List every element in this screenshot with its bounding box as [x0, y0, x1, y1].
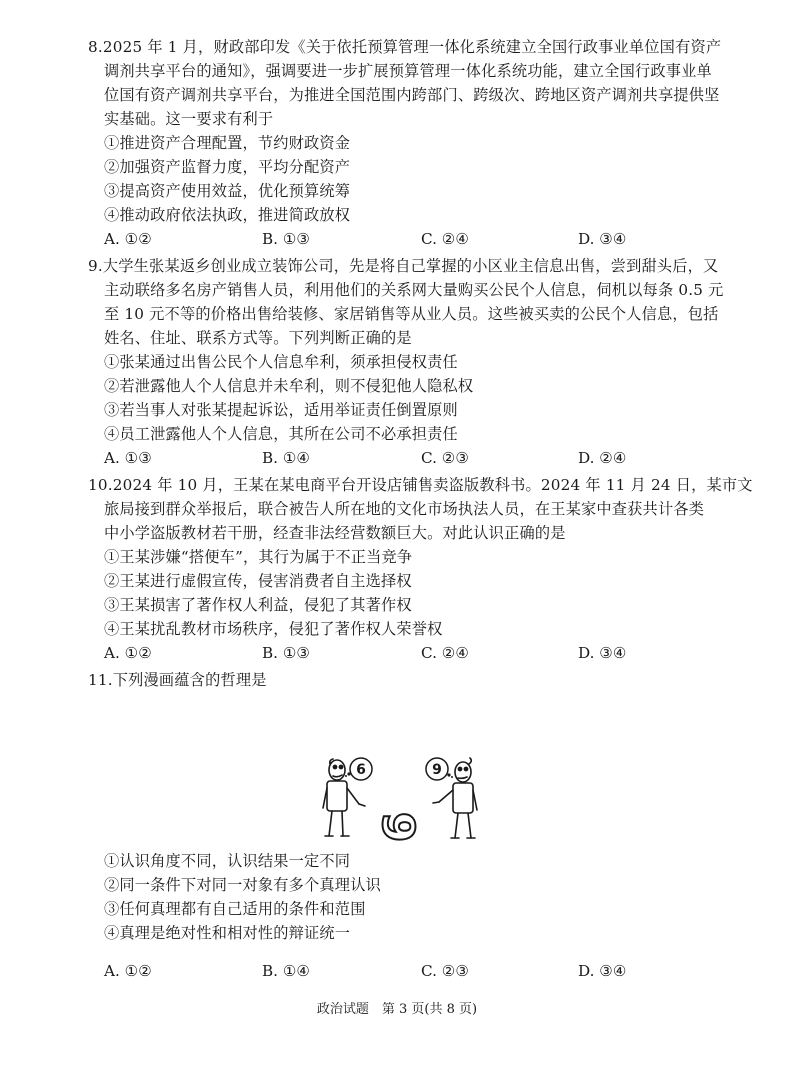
q10-option-d[interactable]: D. ③④ — [578, 644, 627, 662]
q11-options — [104, 960, 664, 982]
q10-statement-4: ④王某扰乱教材市场秩序，侵犯了著作权人荣誉权 — [104, 620, 443, 638]
q10-option-c[interactable]: C. ②④ — [421, 644, 469, 662]
q11-option-b[interactable]: B. ①④ — [262, 962, 311, 980]
q11-statement-4: ④真理是绝对性和相对性的辩证统一 — [104, 924, 351, 942]
q10-stem-line-2: 旅局接到群众举报后，联合被告人所在地的文化市场执法人员，在王某家中查获共计各类 — [104, 500, 705, 518]
q11-option-a[interactable]: A. ①② — [104, 962, 152, 980]
q9-statement-2: ②若泄露他人个人信息并未牟利，则不侵犯他人隐私权 — [104, 377, 474, 395]
q8-statement-1: ①推进资产合理配置，节约财政资金 — [104, 134, 351, 152]
q9-option-a[interactable]: A. ①③ — [104, 449, 152, 467]
q11-statement-3: ③任何真理都有自己适用的条件和范围 — [104, 900, 366, 918]
q10-options — [104, 642, 664, 664]
q8-stem-line-1: 8.2025 年 1 月，财政部印发《关于依托预算管理一体化系统建立全国行政事业单位国有资产 — [88, 38, 722, 56]
floor-digit — [375, 812, 426, 843]
q9-stem-line-4: 姓名、住址、联系方式等。下列判断正确的是 — [104, 329, 412, 347]
q10-statement-3: ③王某损害了著作权人利益，侵犯了其著作权 — [104, 596, 412, 614]
q8-stem-line-4: 实基础。这一要求有利于 — [104, 110, 274, 128]
cartoon-six-nine — [315, 752, 490, 847]
q8-option-a[interactable]: A. ①② — [104, 230, 152, 248]
q8-statement-3: ③提高资产使用效益，优化预算统筹 — [104, 182, 351, 200]
q9-option-d[interactable]: D. ②④ — [578, 449, 627, 467]
right-speech-bubble — [426, 758, 453, 780]
q8-stem-line-2: 调剂共享平台的通知》，强调要进一步扩展预算管理一体化系统功能，建立全国行政事业单 — [104, 62, 712, 80]
q10-stem-line-1: 10.2024 年 10 月，王某在某电商平台开设店铺售卖盗版教科书。2024 年 11 月 24 日，某市文 — [88, 476, 753, 494]
q9-statement-3: ③若当事人对张某提起诉讼，适用举证责任倒置原则 — [104, 401, 458, 419]
page-footer: 政治试题 第 3 页(共 8 页) — [316, 1002, 478, 1017]
q9-statement-1: ①张某通过出售公民个人信息牟利，须承担侵权责任 — [104, 353, 458, 371]
q9-option-b[interactable]: B. ①④ — [262, 449, 311, 467]
q9-stem-line-3: 至 10 元不等的价格出售给装修、家居销售等从业人员。这些被买卖的公民个人信息，包括 — [104, 305, 719, 323]
q10-option-b[interactable]: B. ①③ — [262, 644, 311, 662]
right-bubble-digit: 9 — [432, 762, 442, 778]
q9-option-c[interactable]: C. ②③ — [421, 449, 469, 467]
q10-stem-line-3: 中小学盗版教材若干册，经查非法经营数额巨大。对此认识正确的是 — [104, 524, 566, 542]
q11-stem-line-1: 11.下列漫画蕴含的哲理是 — [88, 671, 267, 689]
floor-digit-glyph: 6 — [375, 811, 426, 843]
left-bubble-digit: 6 — [356, 762, 366, 778]
q8-option-b[interactable]: B. ①③ — [262, 230, 311, 248]
left-speech-bubble — [345, 758, 372, 780]
q8-stem-line-3: 位国有资产调剂共享平台，为推进全国范围内跨部门、跨级次、跨地区资产调剂共享提供坚 — [104, 86, 720, 104]
q11-option-d[interactable]: D. ③④ — [578, 962, 627, 980]
q9-statement-4: ④员工泄露他人个人信息，其所在公司不必承担责任 — [104, 425, 458, 443]
q11-option-c[interactable]: C. ②③ — [421, 962, 469, 980]
q9-stem-line-2: 主动联络多名房产销售人员，利用他们的关系网大量购买公民个人信息，伺机以每条 0.5 元 — [104, 281, 724, 299]
q10-statement-2: ②王某进行虚假宣传，侵害消费者自主选择权 — [104, 572, 412, 590]
q9-options — [104, 447, 664, 469]
q11-statement-1: ①认识角度不同，认识结果一定不同 — [104, 852, 351, 870]
q8-statement-2: ②加强资产监督力度，平均分配资产 — [104, 158, 351, 176]
q8-option-c[interactable]: C. ②④ — [421, 230, 469, 248]
q10-option-a[interactable]: A. ①② — [104, 644, 152, 662]
q8-options — [104, 228, 664, 250]
q9-stem-line-1: 9.大学生张某返乡创业成立装饰公司，先是将自己掌握的小区业主信息出售，尝到甜头后，又 — [88, 257, 719, 275]
q11-statement-2: ②同一条件下对同一对象有多个真理认识 — [104, 876, 381, 894]
q10-statement-1: ①王某涉嫌“搭便车”，其行为属于不正当竞争 — [104, 548, 413, 566]
q8-statement-4: ④推动政府依法执政，推进简政放权 — [104, 206, 351, 224]
q8-option-d[interactable]: D. ③④ — [578, 230, 627, 248]
